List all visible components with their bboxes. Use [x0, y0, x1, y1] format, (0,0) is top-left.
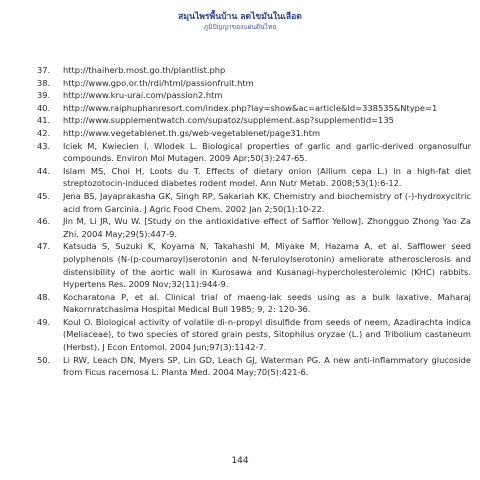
reference-number: 44.	[37, 165, 51, 176]
reference-number: 41.	[37, 115, 51, 126]
reference-number: 38.	[37, 77, 51, 88]
reference-item	[37, 190, 471, 215]
reference-text: Kocharatona P, et al. Clinical trial of maeng-lak seeds using as a bulk laxative. Maharaj Nakornratchasima Hospital Medical Bull 1985; 9, 2: 120-36.	[63, 291, 471, 315]
reference-text: http://thaiherb.most.go.th/plantlist.php	[63, 65, 226, 75]
reference-text: Islam MS, Choi H, Loots du T. Effects of dietary onion (Allium cepa L.) in a high-fat diet streptozotocin-induced diabetes rodent model. Ann Nutr Metab. 2008;53(1):6-12.	[63, 165, 471, 189]
reference-item	[37, 127, 471, 140]
reference-text: http://www.gpo.or.th/rdi/html/passionfruit.htm	[63, 77, 254, 88]
reference-number: 42.	[37, 127, 51, 138]
reference-number: 39.	[37, 90, 51, 101]
reference-text: Jena BS, Jayaprakasha GK, Singh RP, Sakariah KK. Chemistry and biochemistry of (-)-hydroxycitric acid from Garcinia. J Agric Food Chem. 2002 Jan 2;50(1):10-22.	[63, 190, 471, 214]
reference-item	[37, 354, 471, 379]
reference-number: 45.	[37, 190, 51, 201]
reference-item	[37, 215, 471, 240]
reference-item	[37, 89, 471, 102]
reference-list	[37, 64, 471, 379]
reference-number: 37.	[37, 65, 51, 75]
header-subtitle: ภูมิปัญญาของแผ่นดินไทย	[203, 23, 277, 31]
reference-text: Iciek M, Kwiecien I, Wlodek L. Biological properties of garlic and garlic-derived organosulfur compounds. Environ Mol Mutagen. 2009 Apr;50(3):247-65.	[63, 140, 471, 164]
reference-text: Jin M, Li JR, Wu W. [Study on the antioxidative effect of Safflor Yellow]. Zhongguo Zhong Yao Za Zhi. 2004 May;29(5):447-9.	[63, 216, 471, 239]
reference-item	[37, 102, 471, 115]
reference-number: 47.	[37, 241, 51, 252]
reference-number: 43.	[37, 140, 51, 151]
reference-item	[37, 64, 471, 77]
header-title: สมุนไพรพื้นบ้าน ลดไขมันในเลือด	[178, 12, 302, 22]
reference-number: 50.	[37, 354, 51, 365]
reference-item	[37, 140, 471, 165]
reference-text: http://www.vegetablenet.th.gs/web-vegetablenet/page31.htm	[63, 127, 321, 138]
reference-number: 48.	[37, 291, 51, 302]
page-header	[0, 12, 480, 32]
reference-number: 49.	[37, 316, 51, 327]
reference-text: Koul O. Biological activity of volatile di-n-propyl disulfide from seeds of neem, Azadirachta indica (Meliaceae), to two species of stored grain pests, Sitophilus oryzae (L.) and Tribolium castaneum (Herbst). J Econ Entomol. 2004 Jun;97(3):1142-7.	[63, 316, 471, 353]
page-number: 144	[231, 456, 249, 466]
reference-item	[37, 240, 471, 290]
reference-text: http://www.supplementwatch.com/supatoz/supplement.asp?supplementid=135	[63, 115, 394, 126]
reference-text: Katsuda S, Suzuki K, Koyama N, Takahashi M, Miyake M, Hazama A, et al. Safflower seed polyphenols (N-(p-coumaroyl)serotonin and N-feruloylserotonin) ameliorate atherosclerosis and distensibility of the aortic wall in Kurosawa and Kusanagi-hypercholesterolemic (KHC) rabbits. Hypertens Res. 2009 Nov;32(11):944-9.	[63, 241, 471, 290]
reference-text: http://www.raiphuphanresort.com/index.php?lay=show&ac=article&Id=338535&Ntype=1	[63, 102, 438, 113]
reference-number: 46.	[37, 216, 51, 227]
reference-text: http://www.kru-urai.com/passion2.htm	[63, 90, 223, 101]
reference-item	[37, 291, 471, 316]
reference-item	[37, 165, 471, 190]
reference-item	[37, 316, 471, 354]
reference-item	[37, 77, 471, 90]
reference-number: 40.	[37, 102, 51, 113]
reference-text: Li RW, Leach DN, Myers SP, Lin GD, Leach GJ, Waterman PG. A new anti-inflammatory glucoside from Ficus racemosa L. Planta Med. 2004 May;70(5):421-6.	[63, 354, 471, 378]
reference-item	[37, 114, 471, 127]
